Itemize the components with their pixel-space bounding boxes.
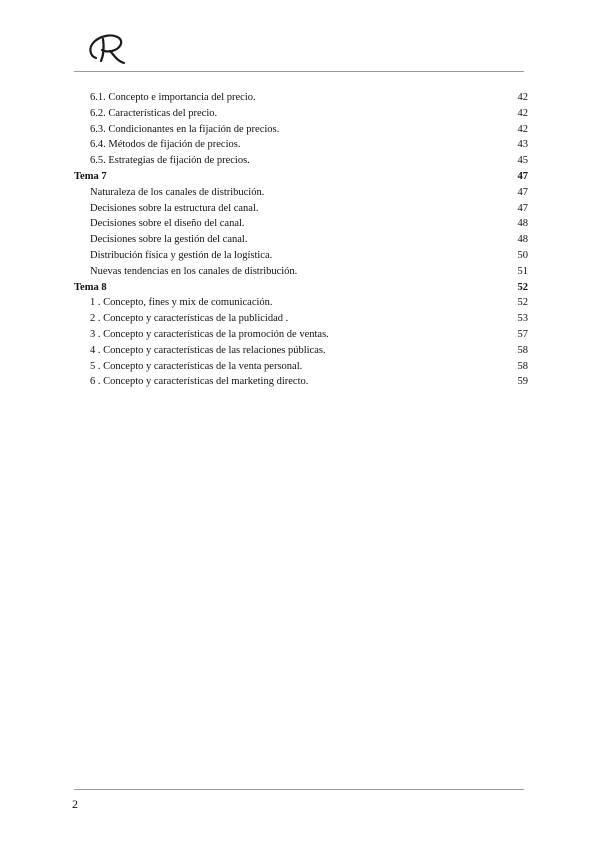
toc-entry-title: 2 . Concepto y características de la publicidad . [90,313,289,325]
toc-entry-title: 6 . Concepto y características del marketing directo. [90,376,309,388]
toc-entry-page: 43 [517,139,528,151]
toc-row [74,106,528,122]
toc-entry-page: 53 [517,313,528,325]
toc-entry-title: Distribución física y gestión de la logística. [90,249,273,261]
toc-entry-title: Decisiones sobre el diseño del canal. [90,218,245,230]
toc-row [74,201,528,217]
toc-entry-title: Naturaleza de los canales de distribución. [90,186,265,198]
footer-rule [74,789,524,790]
toc-row [74,137,528,153]
toc-entry-page: 51 [517,265,528,277]
toc-entry-title: 6.2. Características del precio. [90,107,218,119]
toc-row [74,232,528,248]
toc-entry-title: Tema 8 [74,281,107,293]
page-number: 2 [72,797,78,811]
toc-entry-title: Decisiones sobre la gestión del canal. [90,234,248,246]
toc-entry-title: 5 . Concepto y características de la venta personal. [90,360,303,372]
toc-row [74,327,528,343]
toc-entry-title: 6.4. Métodos de fijación de precios. [90,139,241,151]
toc-entry-title: 6.1. Concepto e importancia del precio. [90,92,256,103]
toc-row [74,122,528,138]
toc-heading-row [74,169,528,185]
toc-entry-page: 47 [517,186,528,198]
toc-entry-page: 50 [517,249,528,261]
toc-row [74,264,528,280]
toc-row [74,374,528,390]
toc-entry-title: Tema 7 [74,170,107,182]
toc-row [74,248,528,264]
toc-entry-page: 57 [517,328,528,340]
toc-entry-page: 48 [517,218,528,230]
toc-entry-page: 52 [517,297,528,309]
toc-entry-page: 45 [517,155,528,167]
toc-entry-title: 4 . Concepto y características de las relaciones públicas. [90,344,326,356]
toc-entry-page: 52 [517,281,528,293]
toc-row [74,185,528,201]
header-rule [74,71,524,72]
toc-entry-title: 1 . Concepto, fines y mix de comunicación. [90,297,273,309]
table-of-contents [74,90,528,390]
toc-entry-page: 42 [517,92,528,103]
toc-entry-title: 6.3. Condicionantes en la fijación de precios. [90,123,280,135]
toc-entry-page: 48 [517,234,528,246]
toc-entry-page: 42 [517,107,528,119]
toc-entry-page: 47 [517,170,528,182]
toc-entry-page: 58 [517,344,528,356]
toc-row [74,343,528,359]
toc-entry-title: Decisiones sobre la estructura del canal. [90,202,259,214]
toc-row [74,295,528,311]
toc-row [74,359,528,375]
toc-entry-page: 42 [517,123,528,135]
toc-entry-page: 58 [517,360,528,372]
toc-row [74,153,528,169]
toc-row [74,311,528,327]
toc-entry-page: 47 [517,202,528,214]
toc-row [74,216,528,232]
toc-entry-title: 3 . Concepto y características de la promoción de ventas. [90,328,329,340]
toc-entry-title: Nuevas tendencias en los canales de distribución. [90,265,298,277]
toc-row [74,90,528,106]
toc-entry-title: 6.5. Estrategias de fijación de precios. [90,155,250,167]
script-r-logo-icon [86,28,130,68]
toc-heading-row [74,280,528,296]
toc-entry-page: 59 [517,376,528,388]
